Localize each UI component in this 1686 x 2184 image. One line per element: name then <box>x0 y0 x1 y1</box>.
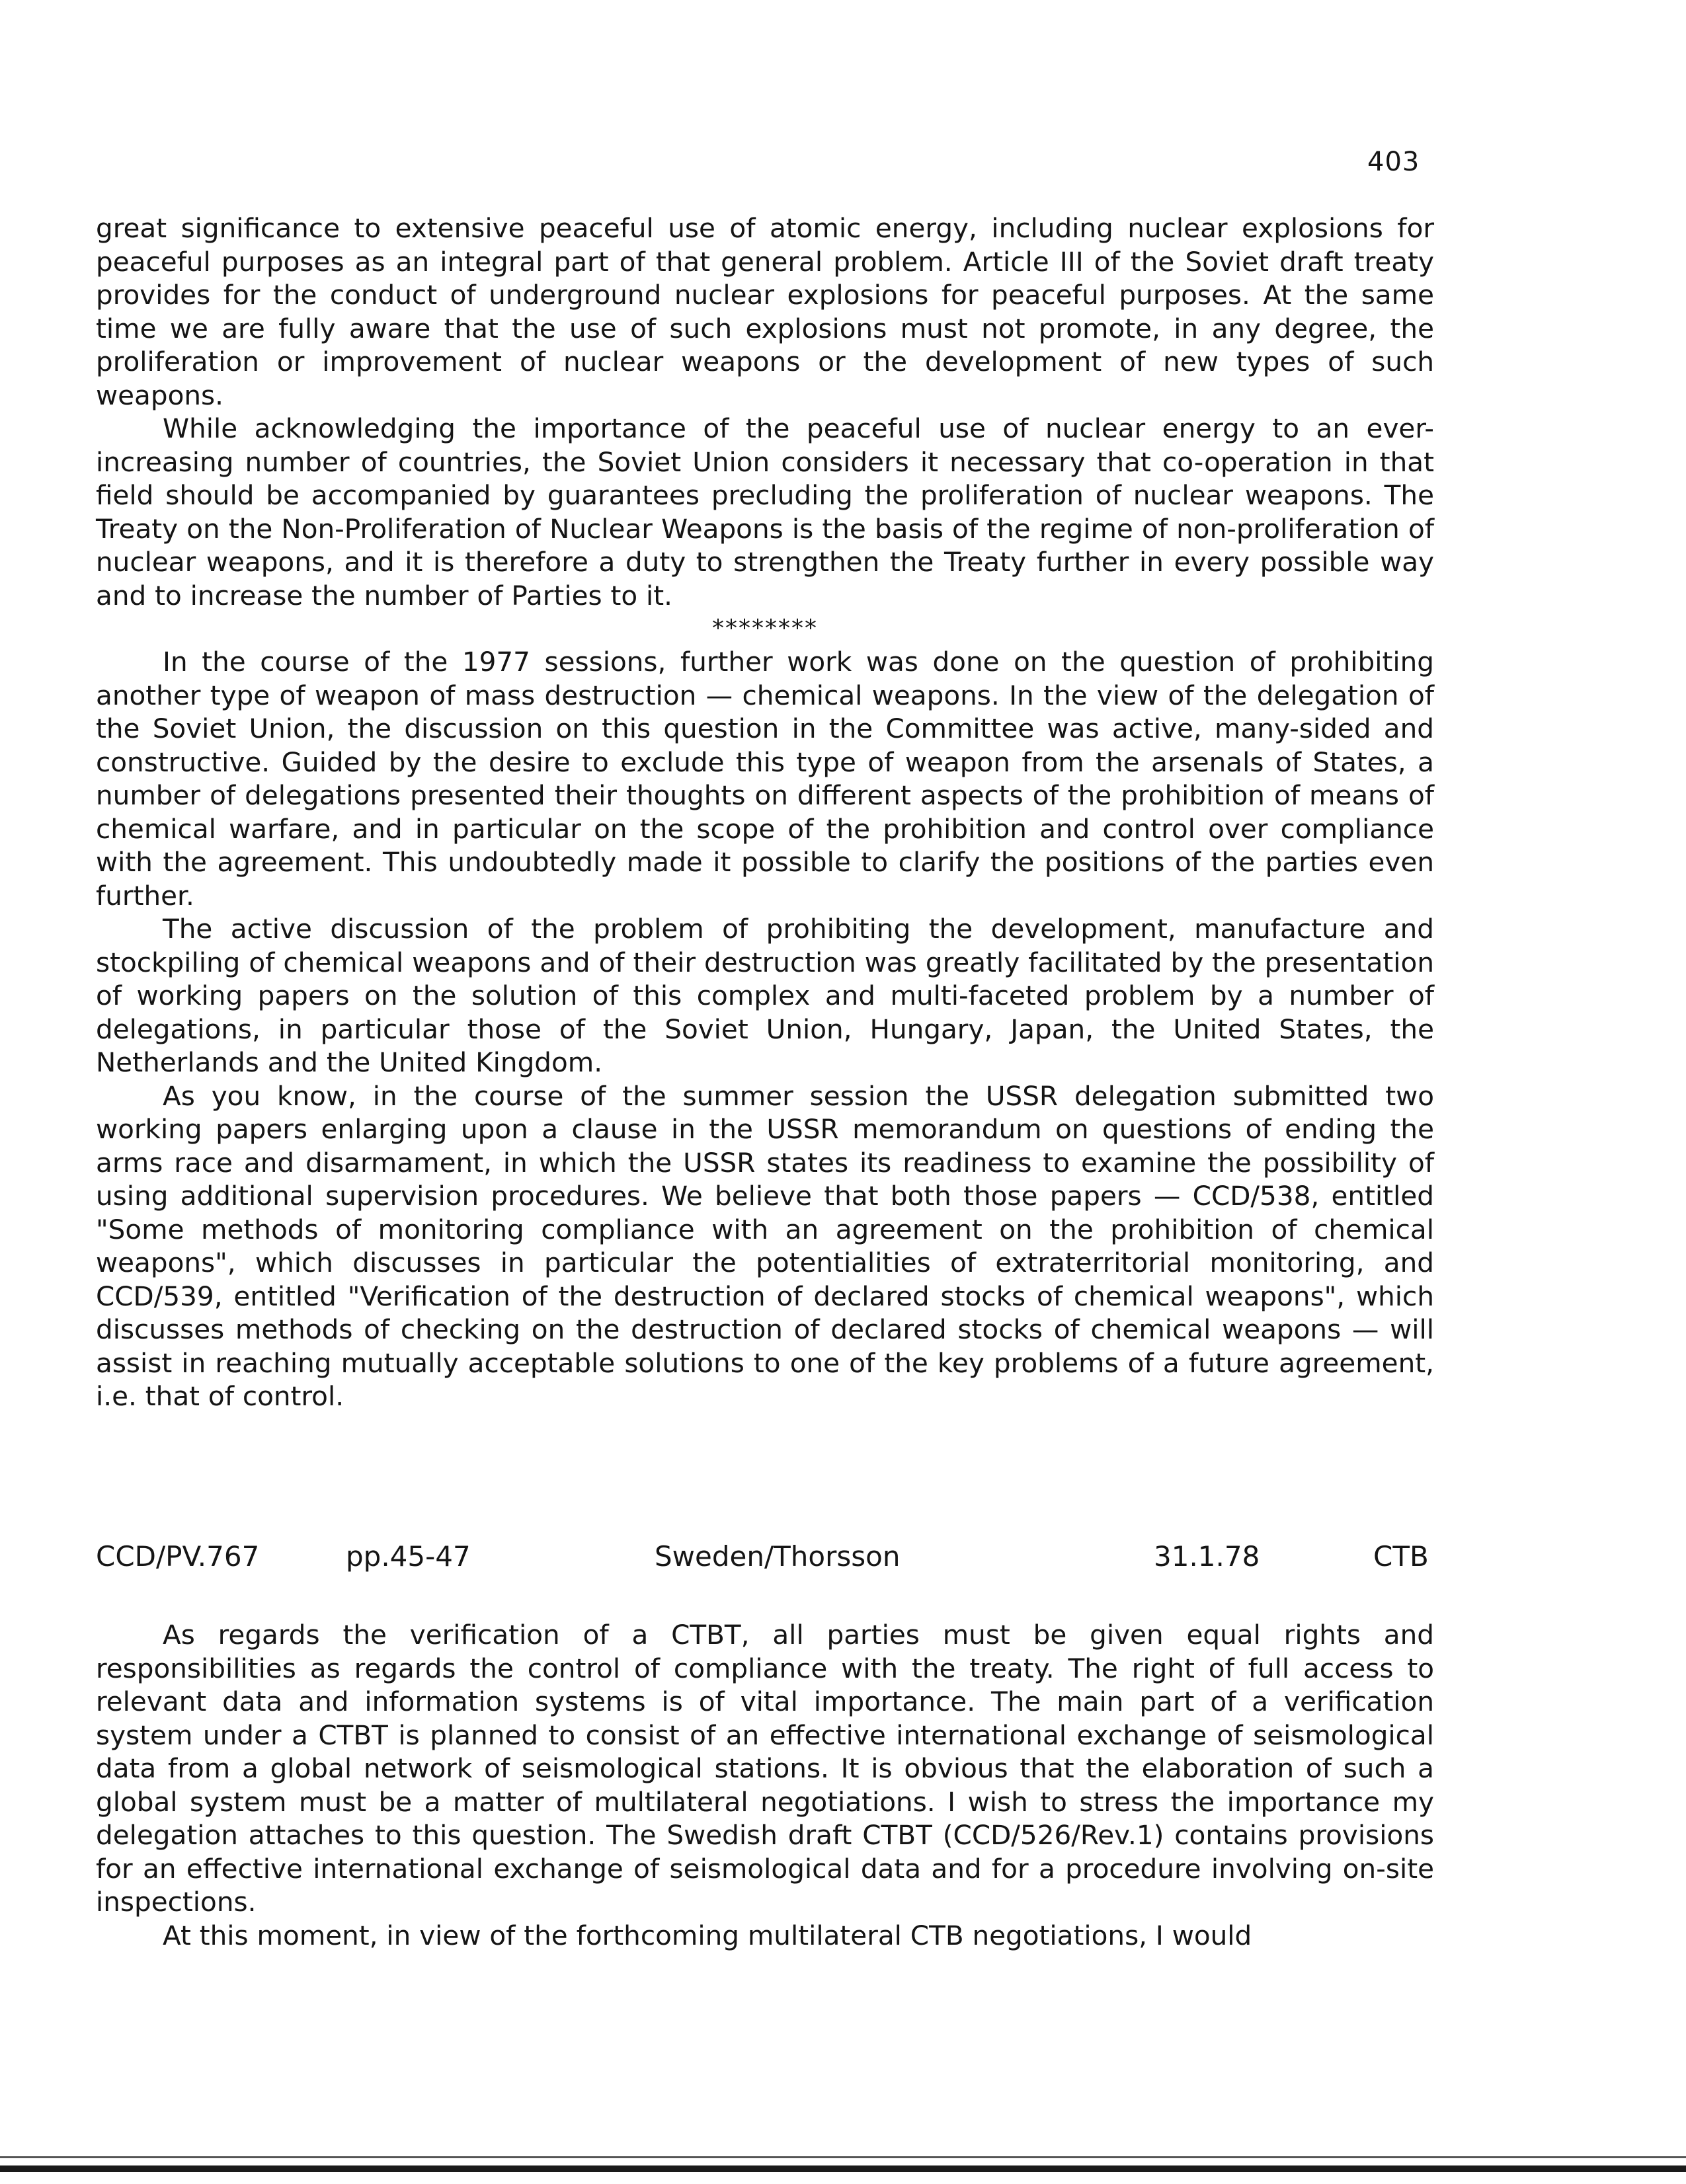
entry-topic: CTB <box>1373 1540 1429 1573</box>
entry-header <box>96 1540 1438 1580</box>
paragraph: As regards the verification of a CTBT, all parties must be given equal rights and responsibilities as regards the control of compliance with the treaty. The right of full access to relevant data and information systems is of vital importance. The main part of a verification system under a CTBT is planned to consist of an effective international exchange of seismological data from a global network of seismological stations. It is obvious that the elaboration of such a global system must be a matter of multilateral negotiations. I wish to stress the importance my delegation attaches to this question. The Swedish draft CTBT (CCD/526/Rev.1) contains provisions for an effective international exchange of seismological data and for a procedure involving on-site inspections. <box>96 1619 1434 1918</box>
paragraph: In the course of the 1977 sessions, further work was done on the question of prohibiting another type of weapon of mass destruction — chemical weapons. In the view of the delegation of the Soviet Union, the discussion on this question in the Committee was active, many-sided and constructive. Guided by the desire to exclude this type of weapon from the arsenals of States, a number of delegations presented their thoughts on different aspects of the prohibition of means of chemical warfare, and in particular on the scope of the prohibition and control over compliance with the agreement. This undoubtedly made it possible to clarify the positions of the parties even further. <box>96 646 1434 912</box>
paragraph: At this moment, in view of the forthcoming multilateral CTB negotiations, I would <box>163 1919 1252 1951</box>
entry-date: 31.1.78 <box>1154 1540 1260 1573</box>
section-two-body <box>96 1618 1434 1952</box>
page-number: 403 <box>1367 147 1420 177</box>
section-separator: ******** <box>712 615 818 642</box>
paragraph: great significance to extensive peaceful use of atomic energy, including nuclear explosions for peaceful purposes as an integral part of that general problem. Article III of the Soviet draft treaty provides for the conduct of underground nuclear explosions for peaceful purposes. At the same time we are fully aware that the use of such explosions must not promote, in any degree, the proliferation or improvement of nuclear weapons or the development of new types of such weapons. <box>96 212 1434 411</box>
bottom-border <box>0 2165 1686 2172</box>
entry-speaker: Sweden/Thorsson <box>655 1540 901 1573</box>
paragraph: As you know, in the course of the summer session the USSR delegation submitted two working papers enlarging upon a clause in the USSR memorandum on questions of ending the arms race and disarmament, in which the USSR states its readiness to examine the possibility of using additional supervision procedures. We believe that both those papers — CCD/538, entitled "Some methods of monitoring compliance with an agreement on the prohibition of chemical weapons", which discusses in particular the potentialities of extraterritorial monitoring, and CCD/539, entitled "Verification of the destruction of declared stocks of chemical weapons", which discusses methods of checking on the destruction of declared stocks of chemical weapons — will assist in reaching mutually acceptable solutions to one of the key problems of a future agreement, i.e. that of control. <box>96 1079 1434 1412</box>
paragraph: The active discussion of the problem of prohibiting the development, manufacture and stockpiling of chemical weapons and of their destruction was greatly facilitated by the presentation of working papers on the solution of this complex and multi-faceted problem by a number of delegations, in particular those of the Soviet Union, Hungary, Japan, the United States, the Netherlands and the United Kingdom. <box>96 913 1434 1078</box>
bottom-border-thin <box>0 2156 1686 2158</box>
section-one-body <box>96 212 1434 1413</box>
entry-pages: pp.45-47 <box>346 1540 471 1573</box>
paragraph: While acknowledging the importance of the peaceful use of nuclear energy to an ever-increasing number of countries, the Soviet Union considers it necessary that co-operation in that field should be accompanied by guarantees precluding the proliferation of nuclear weapons. The Treaty on the Non-Proliferation of Nuclear Weapons is the basis of the regime of non-proliferation of nuclear weapons, and it is therefore a duty to strengthen the Treaty further in every possible way and to increase the number of Parties to it. <box>96 412 1434 611</box>
entry-document: CCD/PV.767 <box>96 1540 260 1573</box>
